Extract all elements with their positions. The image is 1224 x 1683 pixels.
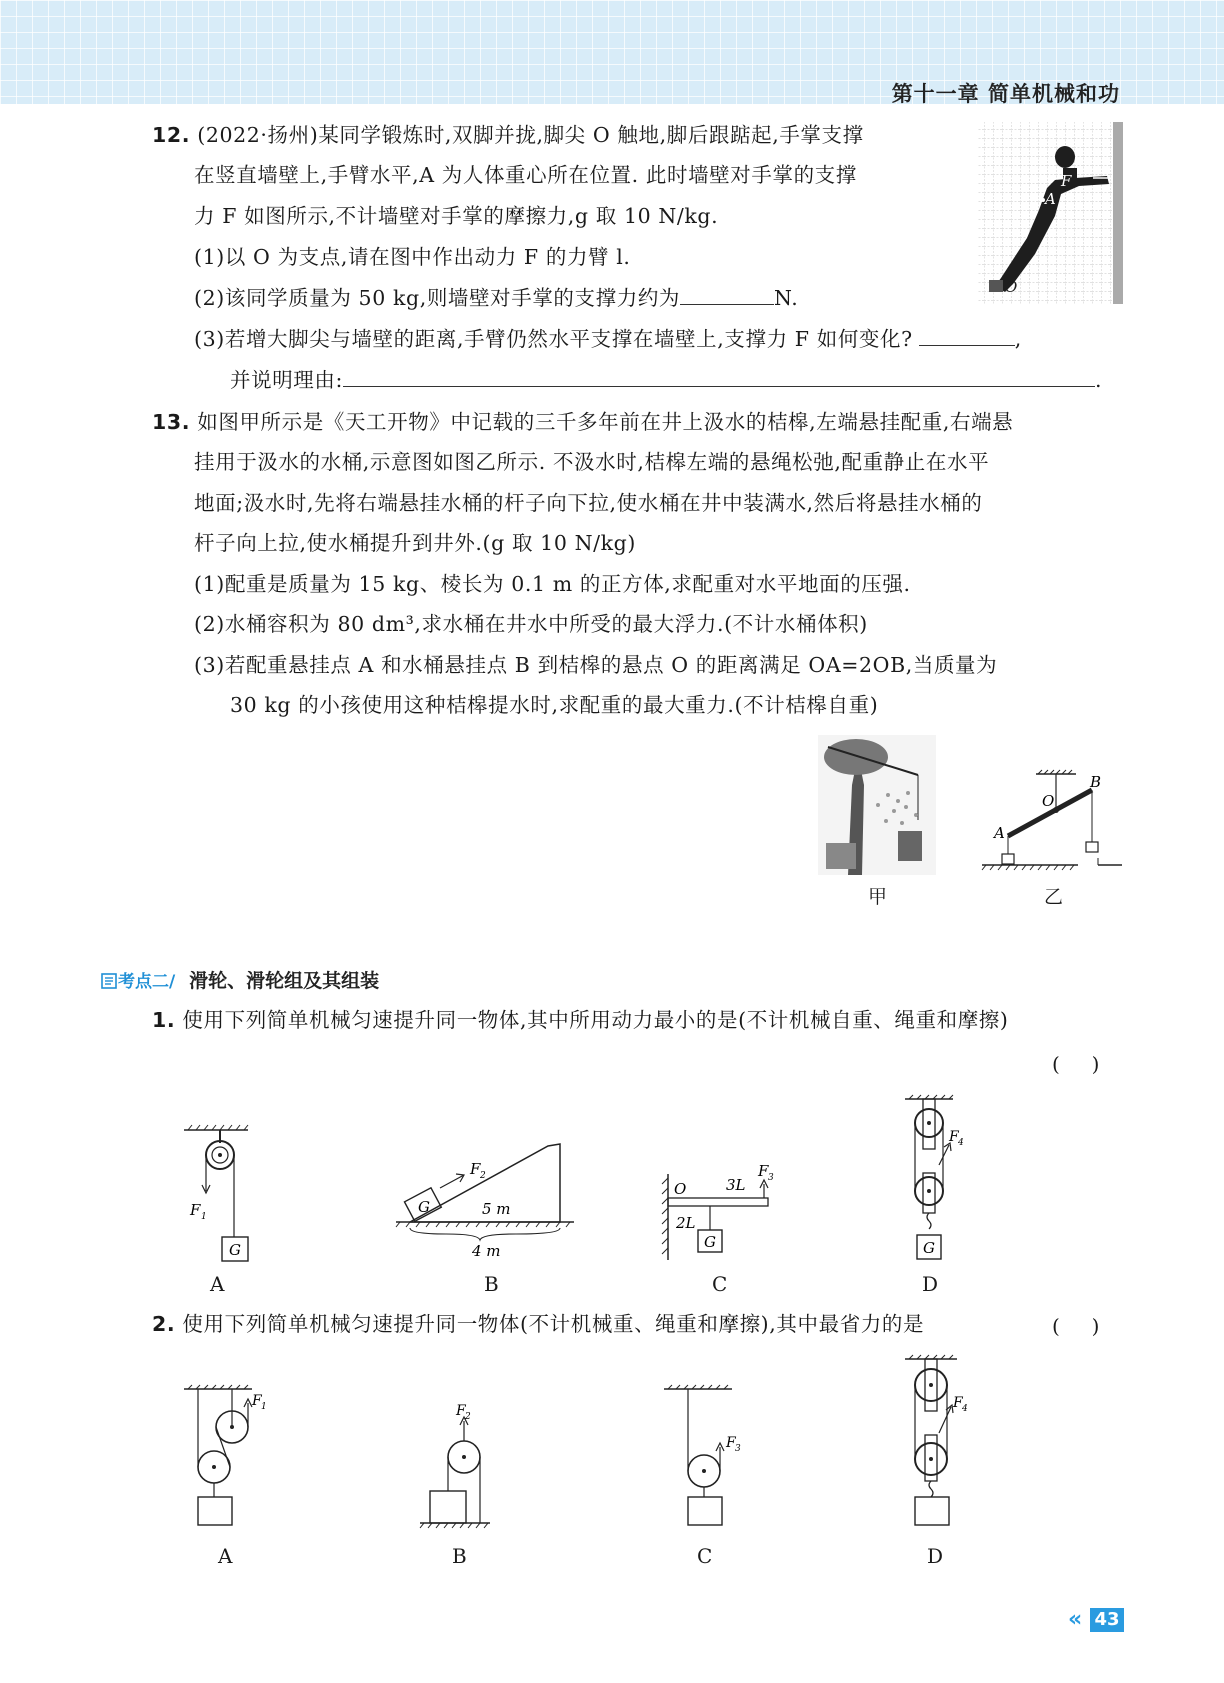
weight	[915, 1497, 949, 1525]
counterweight	[1002, 854, 1014, 864]
p2-option-b[interactable]: B	[452, 1544, 467, 1568]
label-5m: 5 m	[482, 1200, 511, 1218]
q12-sub3	[194, 329, 1022, 350]
label-F3: F	[726, 1435, 736, 1451]
q13-sub3-line1: (3)若配重悬挂点 A 和水桶悬挂点 B 到桔槔的悬点 O 的距离满足 OA=2OB,当质量为	[194, 653, 998, 677]
p2-fig-c	[660, 1385, 750, 1530]
fig-label-yi: 乙	[1044, 886, 1064, 908]
lower-pulley-center	[212, 1465, 216, 1469]
person-shoe	[989, 280, 1003, 292]
p1-fig-a	[180, 1125, 260, 1265]
lever-bar	[668, 1198, 768, 1206]
q13-line-4: 杆子向上拉,使水桶提升到井外.(g 取 10 N/kg)	[194, 531, 636, 555]
section-tag	[100, 972, 181, 992]
point-A	[1041, 198, 1045, 202]
p2-fig-b	[420, 1405, 500, 1530]
upper-pulley-center	[929, 1383, 933, 1387]
p1-number: 1.	[152, 1008, 176, 1032]
rope-2	[216, 1427, 230, 1467]
label-3L: 3L	[726, 1176, 746, 1194]
label-F4-sub: 4	[962, 1404, 968, 1414]
figure-person	[898, 831, 922, 861]
book-icon	[100, 972, 118, 990]
q12-sub3-blank[interactable]	[919, 345, 1015, 346]
label-F1: F	[190, 1201, 201, 1219]
p1-text: 使用下列简单机械匀速提升同一物体,其中所用动力最小的是(不计机械自重、绳重和摩擦)	[182, 1008, 1009, 1032]
q13-number: 13.	[152, 410, 191, 434]
bucket	[1086, 842, 1098, 852]
q12-sub1: (1)以 O 为支点,请在图中作出动力 F 的力臂 l.	[194, 245, 631, 269]
label-G: G	[704, 1233, 716, 1251]
label-F2: F	[470, 1160, 481, 1178]
q12-text-1: (2022·扬州)某同学锻炼时,双脚并拢,脚尖 O 触地,脚后跟踮起,手掌支撑	[197, 123, 864, 147]
label-F3-sub: 3	[768, 1173, 774, 1183]
q13-line-3: 地面;汲水时,先将右端悬挂水桶的杆子向下拉,使水桶在井中装满水,然后将悬挂水桶的	[194, 491, 983, 515]
q12-sub2-unit: N.	[774, 286, 799, 310]
label-F2: F	[456, 1403, 466, 1419]
label-F4: F	[949, 1129, 959, 1145]
section-tag-text: 考点二/	[118, 972, 176, 992]
arrow-F4	[939, 1145, 949, 1165]
label-F4: F	[953, 1395, 963, 1411]
q12-sub3-reason	[230, 370, 1102, 391]
q13-figure-jia	[818, 735, 936, 875]
label-4m: 4 m	[472, 1242, 501, 1260]
weight	[198, 1497, 232, 1525]
pulley-center	[218, 1153, 222, 1157]
q12-sub3-period: .	[1095, 368, 1103, 392]
person-head	[1055, 146, 1075, 168]
p1-fig-c	[660, 1160, 780, 1260]
p1-option-c[interactable]: C	[712, 1272, 728, 1296]
label-B: B	[1090, 773, 1102, 791]
p1-option-d[interactable]: D	[922, 1272, 939, 1296]
p1-line	[152, 1010, 1009, 1031]
section-title: 滑轮、滑轮组及其组装	[189, 970, 380, 992]
label-G: G	[418, 1198, 430, 1216]
fig-label-jia: 甲	[868, 886, 888, 908]
p1-fig-b	[396, 1140, 576, 1260]
label-F1: F	[252, 1393, 262, 1409]
brace-4m	[410, 1228, 560, 1240]
p2-fig-a	[180, 1385, 270, 1530]
well	[826, 843, 856, 869]
label-F2-sub: 2	[480, 1171, 486, 1181]
label-F4-sub: 4	[958, 1138, 964, 1148]
label-O: O	[1005, 278, 1018, 296]
label-F1-sub: 1	[201, 1212, 207, 1222]
q12-sub3-comma: ,	[1014, 327, 1022, 351]
q12-sub3-reason-label: 并说明理由:	[230, 368, 344, 392]
q12-sub2	[194, 288, 798, 309]
p1-answer-paren[interactable]: ( )	[1052, 1052, 1100, 1076]
label-F2-sub: 2	[465, 1412, 471, 1422]
wall	[1113, 122, 1123, 304]
weight	[688, 1497, 722, 1525]
q12-line-2: 在竖直墙壁上,手臂水平,A 为人体重心所在位置. 此时墙壁对手掌的支撑	[194, 163, 857, 187]
label-F1-sub: 1	[261, 1402, 267, 1412]
q13-sub1: (1)配重是质量为 15 kg、棱长为 0.1 m 的正方体,求配重对水平地面的压强.	[194, 572, 911, 596]
label-G: G	[229, 1241, 241, 1259]
lower-pulley-center	[929, 1457, 933, 1461]
arrow-F4	[939, 1407, 951, 1433]
page-chevron-icon: «	[1068, 1607, 1083, 1632]
q12-sub2-blank[interactable]	[680, 304, 774, 305]
upper-pulley-center	[927, 1121, 931, 1125]
q13-sub3-line2: 30 kg 的小孩使用这种桔槔提水时,求配重的最大重力.(不计桔槔自重)	[230, 693, 879, 717]
lower-pulley-center	[927, 1189, 931, 1193]
arrow-F2-head	[456, 1174, 464, 1182]
label-O: O	[1042, 792, 1055, 810]
p1-fig-d	[895, 1095, 965, 1265]
q12-sub2-text: (2)该同学质量为 50 kg,则墙壁对手掌的支撑力约为	[194, 286, 681, 310]
p2-option-d[interactable]: D	[927, 1544, 944, 1568]
p2-fig-d	[895, 1355, 975, 1530]
label-F: F	[1061, 172, 1072, 190]
q12-number: 12.	[152, 123, 191, 147]
pulley-center	[462, 1455, 466, 1459]
label-A: A	[994, 824, 1005, 842]
page-number: 43	[1090, 1608, 1124, 1632]
q12-sub3-reason-blank[interactable]	[343, 386, 1095, 387]
weight	[430, 1491, 466, 1523]
label-A: A	[1045, 190, 1056, 208]
label-O: O	[674, 1180, 687, 1198]
wall-hatch	[662, 1178, 668, 1254]
q12-line-1	[152, 125, 864, 146]
label-F3: F	[758, 1162, 769, 1180]
chapter-title: 第十一章 简单机械和功	[891, 82, 1120, 106]
pulley-center	[702, 1469, 706, 1473]
q12-figure	[975, 120, 1125, 306]
q13-sub2: (2)水桶容积为 80 dm³,求水桶在井水中所受的最大浮力.(不计水桶体积)	[194, 612, 868, 636]
p2-answer-paren[interactable]: ( )	[1052, 1314, 1100, 1338]
p2-number: 2.	[152, 1312, 176, 1336]
q13-figure-yi	[980, 770, 1125, 875]
p2-option-a[interactable]: A	[218, 1544, 233, 1568]
hook	[929, 1481, 933, 1497]
tree-crown	[824, 739, 888, 775]
label-2L: 2L	[676, 1214, 696, 1232]
p2-text: 使用下列简单机械匀速提升同一物体(不计机械重、绳重和摩擦),其中最省力的是	[182, 1312, 925, 1336]
section-heading	[100, 966, 379, 993]
label-G: G	[923, 1239, 935, 1257]
p1-option-b[interactable]: B	[484, 1272, 499, 1296]
q13-line-1	[152, 412, 1013, 433]
p1-option-a[interactable]: A	[210, 1272, 225, 1296]
p2-option-c[interactable]: C	[697, 1544, 713, 1568]
p2-line	[152, 1314, 924, 1335]
q13-text-1: 如图甲所示是《天工开物》中记载的三千多年前在井上汲水的桔槔,左端悬挂配重,右端悬	[197, 410, 1014, 434]
q13-line-2: 挂用于汲水的水桶,示意图如图乙所示. 不汲水时,桔槔左端的悬绳松弛,配重静止在水平	[194, 450, 990, 474]
q12-sub3-text: (3)若增大脚尖与墙壁的距离,手臂仍然水平支撑在墙壁上,支撑力 F 如何变化?	[194, 327, 913, 351]
q12-line-3: 力 F 如图所示,不计墙壁对手掌的摩擦力,g 取 10 N/kg.	[194, 204, 719, 228]
hook	[927, 1213, 931, 1229]
label-F3-sub: 3	[735, 1444, 741, 1454]
